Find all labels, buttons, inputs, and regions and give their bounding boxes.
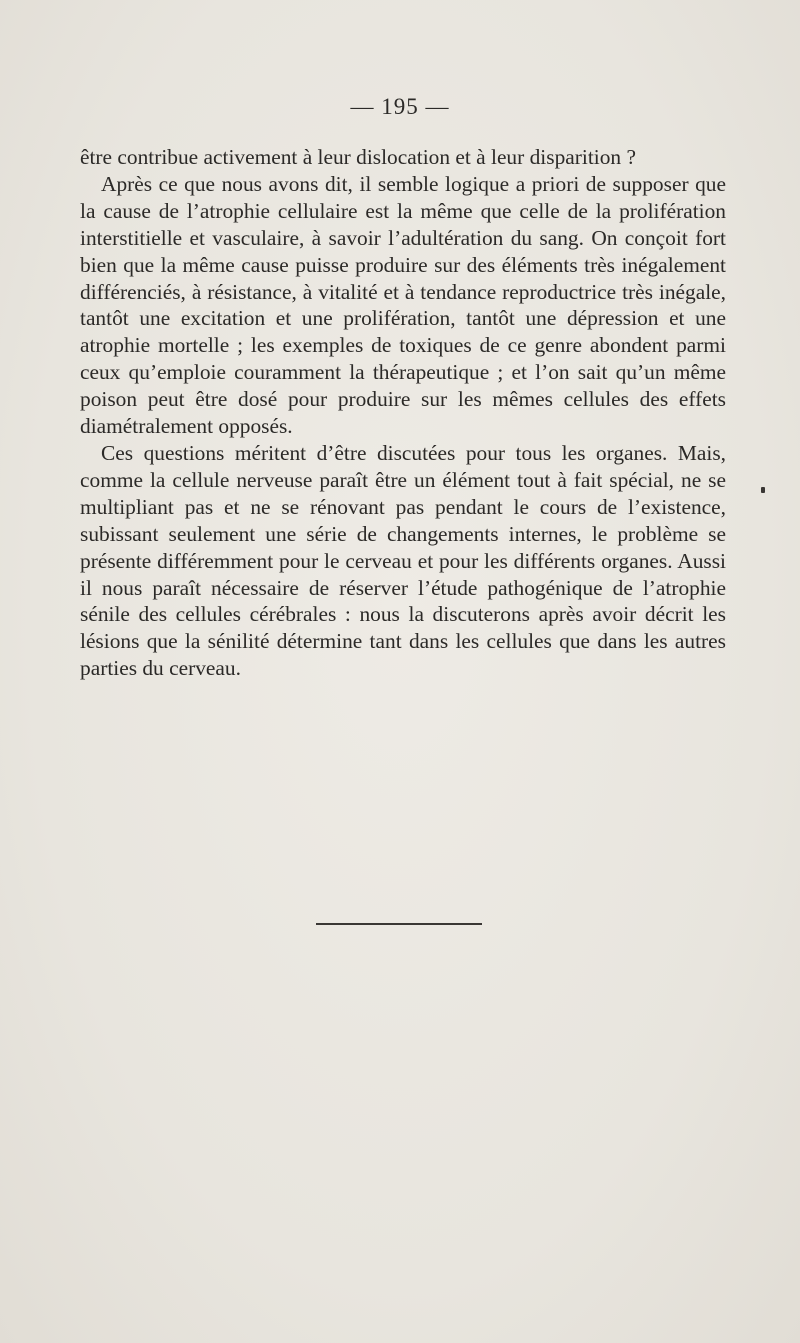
margin-speck xyxy=(761,487,765,493)
paragraph-atrophy-cause: Après ce que nous avons dit, il semble logique a priori de supposer que la cause de l’atrophie cellulaire est la même que celle de la prolifération interstitielle et vasculaire, à savoir l’adultération du sang. On conçoit fort bien que la même cause puisse produire sur des éléments très inégalement différenciés, à résistance, à vitalité et à tendance reproductrice très inégale, tantôt une excitation et une prolifération, tantôt une dépression et une atrophie mortelle ; les exemples de toxiques de ce genre abondent parmi ceux qu’emploie couramment la thérapeutique ; et l’on sait qu’un même poison peut être dosé pour produire sur les mêmes cellules des effets diamétralement opposés. xyxy=(80,171,726,439)
page-number: — 195 — xyxy=(350,94,450,119)
body-text xyxy=(80,144,726,682)
section-end-rule xyxy=(316,923,482,925)
paragraph-continuation: être contribue activement à leur dislocation et à leur disparition ? xyxy=(80,145,636,169)
paragraph-nerve-cell: Ces questions méritent d’être discutées pour tous les organes. Mais, comme la cellule nerveuse paraît être un élément tout à fait spécial, ne se multipliant pas et ne se rénovant pas pendant le cours de l’existence, subissant seulement une série de changements internes, le problème se présente différemment pour le cerveau et pour les différents organes. Aussi il nous paraît nécessaire de réserver l’étude pathogénique de l’atrophie sénile des cellules cérébrales : nous la discuterons après avoir décrit les lésions que la sénilité détermine tant dans les cellules que dans les autres parties du cerveau. xyxy=(80,440,726,681)
